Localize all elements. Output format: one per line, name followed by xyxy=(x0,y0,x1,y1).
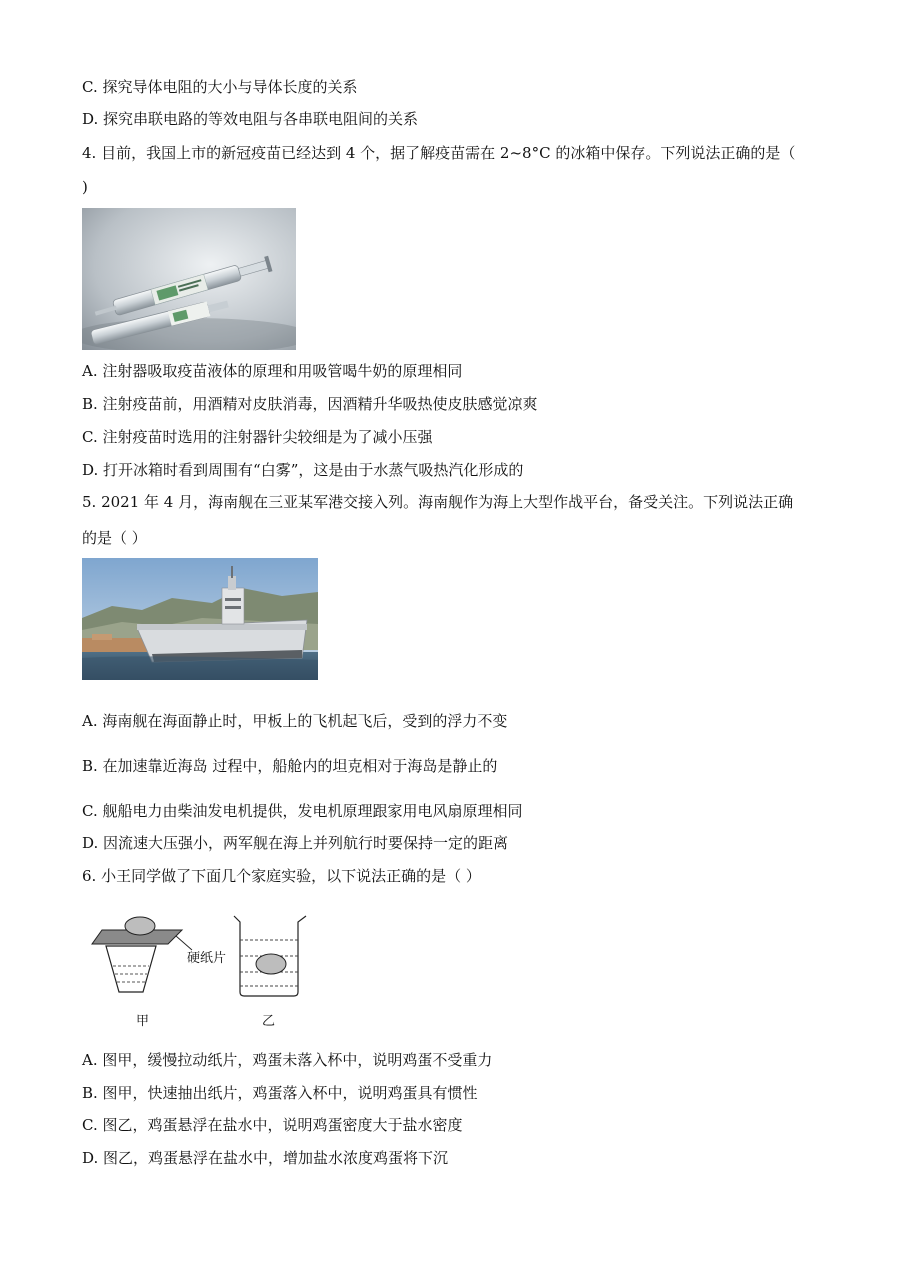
q5-option-b: B. 在加速靠近海岛 过程中，船舱内的坦克相对于海岛是静止的 xyxy=(82,757,498,775)
q3-option-c: C. 探究导体电阻的大小与导体长度的关系 xyxy=(82,78,358,96)
q5-stem: 5. 2021 年 4 月，海南舰在三亚某军港交接入列。海南舰作为海上大型作战平台，备受关注。下列说法正确 xyxy=(82,493,794,511)
q5-option-d: D. 因流速大压强小，两军舰在海上并列航行时要保持一定的距离 xyxy=(82,834,509,852)
q6-stem: 6. 小王同学做了下面几个家庭实验，以下说法正确的是（ ） xyxy=(82,867,481,885)
q6-option-b: B. 图甲，快速抽出纸片，鸡蛋落入杯中，说明鸡蛋具有惯性 xyxy=(82,1084,478,1102)
experiment-figure xyxy=(88,910,328,1030)
card-label: 硬纸片 xyxy=(187,951,227,966)
q4-option-a: A. 注射器吸取疫苗液体的原理和用吸管喝牛奶的原理相同 xyxy=(82,362,463,380)
warship-photo xyxy=(82,558,318,680)
figure-label-yi: 乙 xyxy=(262,1014,276,1029)
q6-option-d: D. 图乙，鸡蛋悬浮在盐水中，增加盐水浓度鸡蛋将下沉 xyxy=(82,1149,449,1167)
q6-option-a: A. 图甲，缓慢拉动纸片，鸡蛋未落入杯中，说明鸡蛋不受重力 xyxy=(82,1051,493,1069)
q5-option-c: C. 舰船电力由柴油发电机提供，发电机原理跟家用电风扇原理相同 xyxy=(82,802,523,820)
q6-option-c: C. 图乙，鸡蛋悬浮在盐水中，说明鸡蛋密度大于盐水密度 xyxy=(82,1116,463,1134)
q3-option-d: D. 探究串联电路的等效电阻与各串联电阻间的关系 xyxy=(82,110,419,128)
figure-label-jia: 甲 xyxy=(136,1014,150,1029)
q4-option-d: D. 打开冰箱时看到周围有“白雾”，这是由于水蒸气吸热汽化形成的 xyxy=(82,461,524,479)
q4-option-c: C. 注射疫苗时选用的注射器针尖较细是为了减小压强 xyxy=(82,428,433,446)
q5-option-a: A. 海南舰在海面静止时，甲板上的飞机起飞后，受到的浮力不变 xyxy=(82,712,508,730)
q4-option-b: B. 注射疫苗前，用酒精对皮肤消毒，因酒精升华吸热使皮肤感觉凉爽 xyxy=(82,395,538,413)
q4-stem-end: ) xyxy=(82,178,88,196)
vaccine-syringe-photo xyxy=(82,208,296,350)
q5-stem-end: 的是（ ） xyxy=(82,529,147,547)
q4-stem: 4. 目前，我国上市的新冠疫苗已经达到 4 个，据了解疫苗需在 2~8°C 的冰箱中保存。下列说法正确的是（ xyxy=(82,144,796,162)
